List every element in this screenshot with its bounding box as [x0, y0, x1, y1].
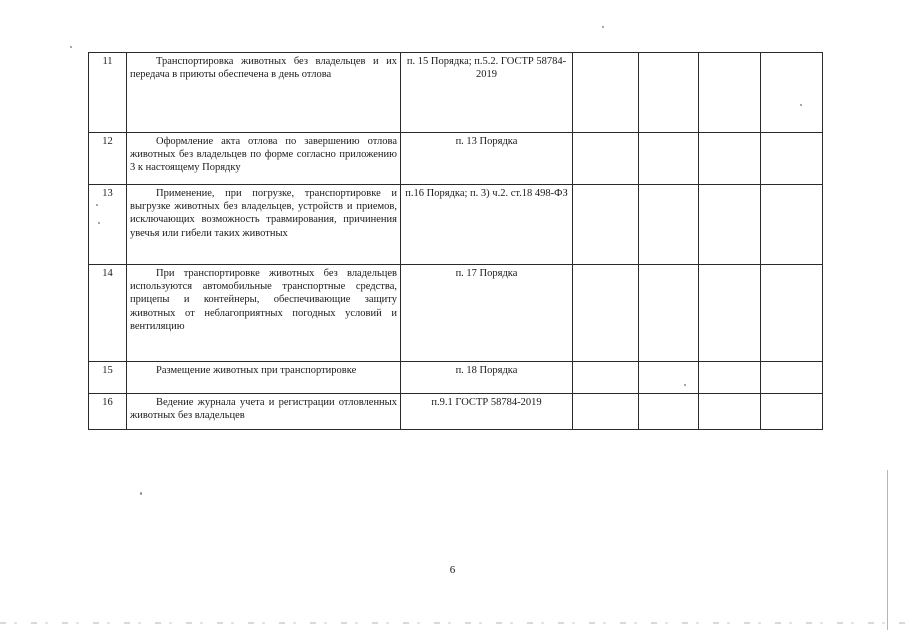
requirement-text: Оформление акта отлова по завершению отлова животных без владельцев по форме согласно приложению 3 к настоящему Порядку: [127, 133, 401, 185]
empty-cell: [573, 133, 639, 185]
row-number: 13: [89, 185, 127, 265]
row-number: 16: [89, 394, 127, 430]
empty-cell: [639, 133, 699, 185]
row-number: 15: [89, 362, 127, 394]
empty-cell: [761, 133, 823, 185]
legal-reference: п.9.1 ГОСТР 58784-2019: [401, 394, 573, 430]
empty-cell: [761, 362, 823, 394]
row-number: 11: [89, 53, 127, 133]
requirement-text: Ведение журнала учета и регистрации отловленных животных без владельцев: [127, 394, 401, 430]
scan-bottom-noise: [0, 622, 905, 624]
empty-cell: [761, 53, 823, 133]
requirement-text: При транспортировке животных без владельцев используются автомобильные транспортные средства, прицепы и контейнеры, обеспечивающие защиту животных от неблагоприятных погодных условий и вентиляцию: [127, 265, 401, 362]
empty-cell: [639, 185, 699, 265]
empty-cell: [573, 265, 639, 362]
scan-edge-line: [887, 470, 888, 630]
requirement-text: Транспортировка животных без владельцев и их передача в приюты обеспечена в день отлова: [127, 53, 401, 133]
empty-cell: [639, 53, 699, 133]
legal-reference: п. 13 Порядка: [401, 133, 573, 185]
scan-speck: [96, 204, 98, 206]
row-number: 12: [89, 133, 127, 185]
requirement-text: Размещение животных при транспортировке: [127, 362, 401, 394]
empty-cell: [699, 265, 761, 362]
row-number: 14: [89, 265, 127, 362]
empty-cell: [699, 362, 761, 394]
checklist-table: [88, 52, 823, 430]
empty-cell: [573, 185, 639, 265]
empty-cell: [699, 133, 761, 185]
legal-reference: п. 17 Порядка: [401, 265, 573, 362]
empty-cell: [699, 185, 761, 265]
table-row: [89, 185, 823, 265]
scan-speck: [602, 26, 604, 28]
page-number: 6: [449, 564, 456, 576]
legal-reference: п.16 Порядка; п. 3) ч.2. ст.18 498-ФЗ: [401, 185, 573, 265]
empty-cell: [699, 53, 761, 133]
scan-speck: [684, 384, 686, 386]
table-row: [89, 53, 823, 133]
empty-cell: [639, 265, 699, 362]
empty-cell: [573, 362, 639, 394]
empty-cell: [639, 362, 699, 394]
table-row: [89, 362, 823, 394]
scan-speck: [140, 492, 142, 495]
empty-cell: [573, 394, 639, 430]
table-row: [89, 265, 823, 362]
empty-cell: [573, 53, 639, 133]
empty-cell: [761, 394, 823, 430]
requirement-text: Применение, при погрузке, транспортировке и выгрузке животных без владельцев, устройств и приемов, исключающих возможность травмирования, причинения увечья или гибели таких животных: [127, 185, 401, 265]
scan-speck: [98, 222, 100, 224]
legal-reference: п. 15 Порядка; п.5.2. ГОСТР 58784-2019: [401, 53, 573, 133]
empty-cell: [639, 394, 699, 430]
empty-cell: [699, 394, 761, 430]
empty-cell: [761, 265, 823, 362]
empty-cell: [761, 185, 823, 265]
scan-speck: [70, 46, 72, 48]
legal-reference: п. 18 Порядка: [401, 362, 573, 394]
table-row: [89, 394, 823, 430]
scan-speck: [800, 104, 802, 106]
table-row: [89, 133, 823, 185]
